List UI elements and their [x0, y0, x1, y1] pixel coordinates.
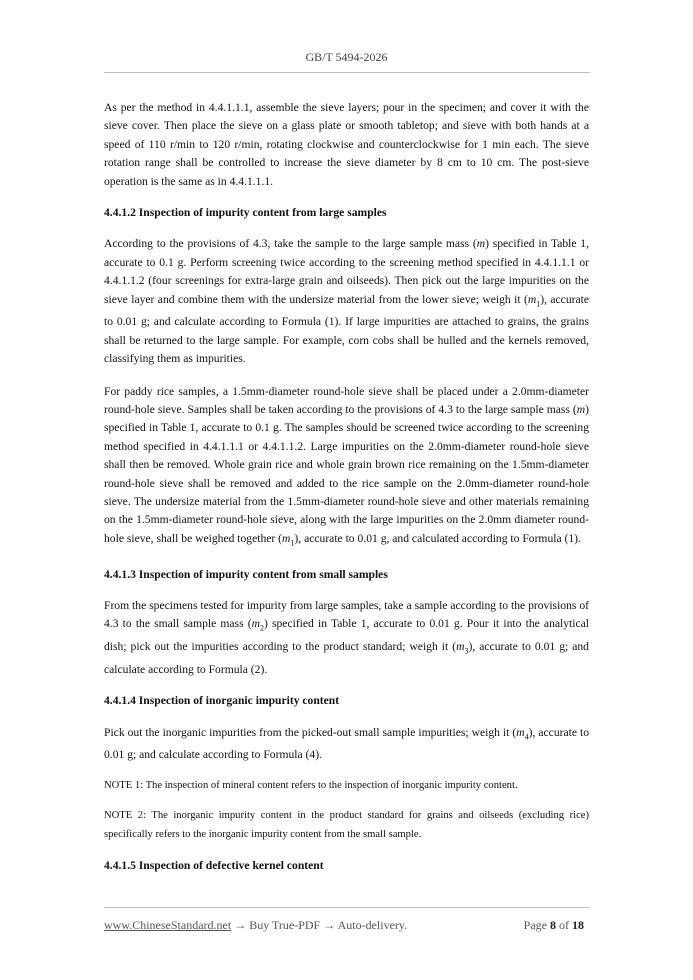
arrow-right-icon: → — [234, 918, 247, 932]
site-link[interactable]: www.ChineseStandard.net — [104, 918, 232, 932]
paragraph-large-sample-procedure: According to the provisions of 4.3, take the sample to the large sample mass (m) specified in Table 1, accurate to 0.1 g. Perform screening twice according to the screening method specified in 4.4.1.1.1 or 4.4.1.1.2 (four screenings for extra-large grain and oilseeds). Then pick out the large impurities on the sieve layer and combine them with the undersize material from the lower sieve; weigh it $(m_1)$, accurate to 0.01 g; and calculate according to Formula (1). If large impurities are attached to grains, the grains shall be returned to the large sample. For example, corn cobs shall be hulled and the kernels removed, classifying them as impurities. — [104, 237, 589, 366]
page-total: 18 — [572, 918, 584, 932]
note-1: NOTE 1: The inspection of mineral content refers to the inspection of inorganic impurity content. — [104, 779, 518, 791]
buy-true-pdf-text: Buy True-PDF — [249, 918, 321, 932]
heading-small-sample-impurity: 4.4.1.3 Inspection of impurity content from small samples — [104, 567, 388, 581]
document-body — [104, 99, 589, 875]
footer-divider — [104, 907, 590, 908]
heading-inorganic-impurity: 4.4.1.4 Inspection of inorganic impurity content — [104, 694, 340, 708]
footer-links — [104, 918, 407, 933]
paragraph-inorganic-procedure: Pick out the inorganic impurities from the picked-out small sample impurities; weigh it $(m_4)$, accurate to 0.01 g; and calculate according to Formula (4). — [104, 725, 590, 762]
auto-delivery-text: Auto-delivery. — [337, 918, 408, 932]
paragraph-sieve-method: As per the method in 4.4.1.1.1, assemble the sieve layers; pour in the specimen; and cover it with the sieve cover. Then place the sieve on a glass plate or smooth tabletop; and sieve with both hands at a speed of 110 r/min to 120 r/min, rotating clockwise and counterclockwise for 1 min each. The sieve rotation range shall be controlled to increase the sieve diameter by 8 cm to 10 cm. The post-sieve operation is the same as in 4.4.1.1.1. — [104, 101, 589, 188]
page-label: Page — [523, 918, 547, 932]
note-2: NOTE 2: The inorganic impurity content in the product standard for grains and oilseeds (excluding rice) specifically refers to the inorganic impurity content from the small sample. — [104, 810, 589, 840]
header-divider — [104, 72, 590, 73]
heading-defective-kernel: 4.4.1.5 Inspection of defective kernel content — [104, 858, 324, 872]
standard-code: GB/T 5494-2026 — [305, 50, 388, 64]
arrow-right-icon: → — [323, 918, 336, 932]
page-current: 8 — [550, 918, 556, 932]
page-number — [524, 918, 584, 933]
of-label: of — [559, 918, 569, 932]
paragraph-small-sample-procedure: From the specimens tested for impurity from large samples, take a sample according to the provisions of 4.3 to the small sample mass $(m_2)$ specified in Table 1, accurate to 0.01 g. Pour it into the analytical dish; pick out the impurities according to the product standard; weigh it $(m_3)$, accurate to 0.01 g; and calculate according to Formula (2). — [104, 598, 589, 676]
page-header — [0, 50, 693, 65]
paragraph-paddy-rice: For paddy rice samples, a 1.5mm-diameter round-hole sieve shall be placed under a 2.0mm-diameter round-hole sieve. Samples shall be taken according to the provisions of 4.3 to the large sample mass (m) specified in Table 1, accurate to 0.1 g. The samples should be screened twice according to the screening method specified in 4.4.1.1.1 or 4.4.1.1.2. Large impurities on the 2.0mm-diameter round-hole sieve shall then be removed. Whole grain rice and whole grain brown rice remaining on the 1.5mm-diameter round-hole sieve shall be removed and added to the rice sample on the 2.0mm-diameter round-hole sieve. The undersize material from the 1.5mm-diameter round-hole sieve and other materials remaining on the 1.5mm-diameter round-hole sieve, along with the large impurities on the 2.0mm diameter round-hole sieve, shall be weighed together $(m_1)$, accurate to 0.01 g, and calculated according to Formula (1). — [104, 384, 589, 548]
heading-large-sample-impurity: 4.4.1.2 Inspection of impurity content from large samples — [104, 206, 387, 220]
